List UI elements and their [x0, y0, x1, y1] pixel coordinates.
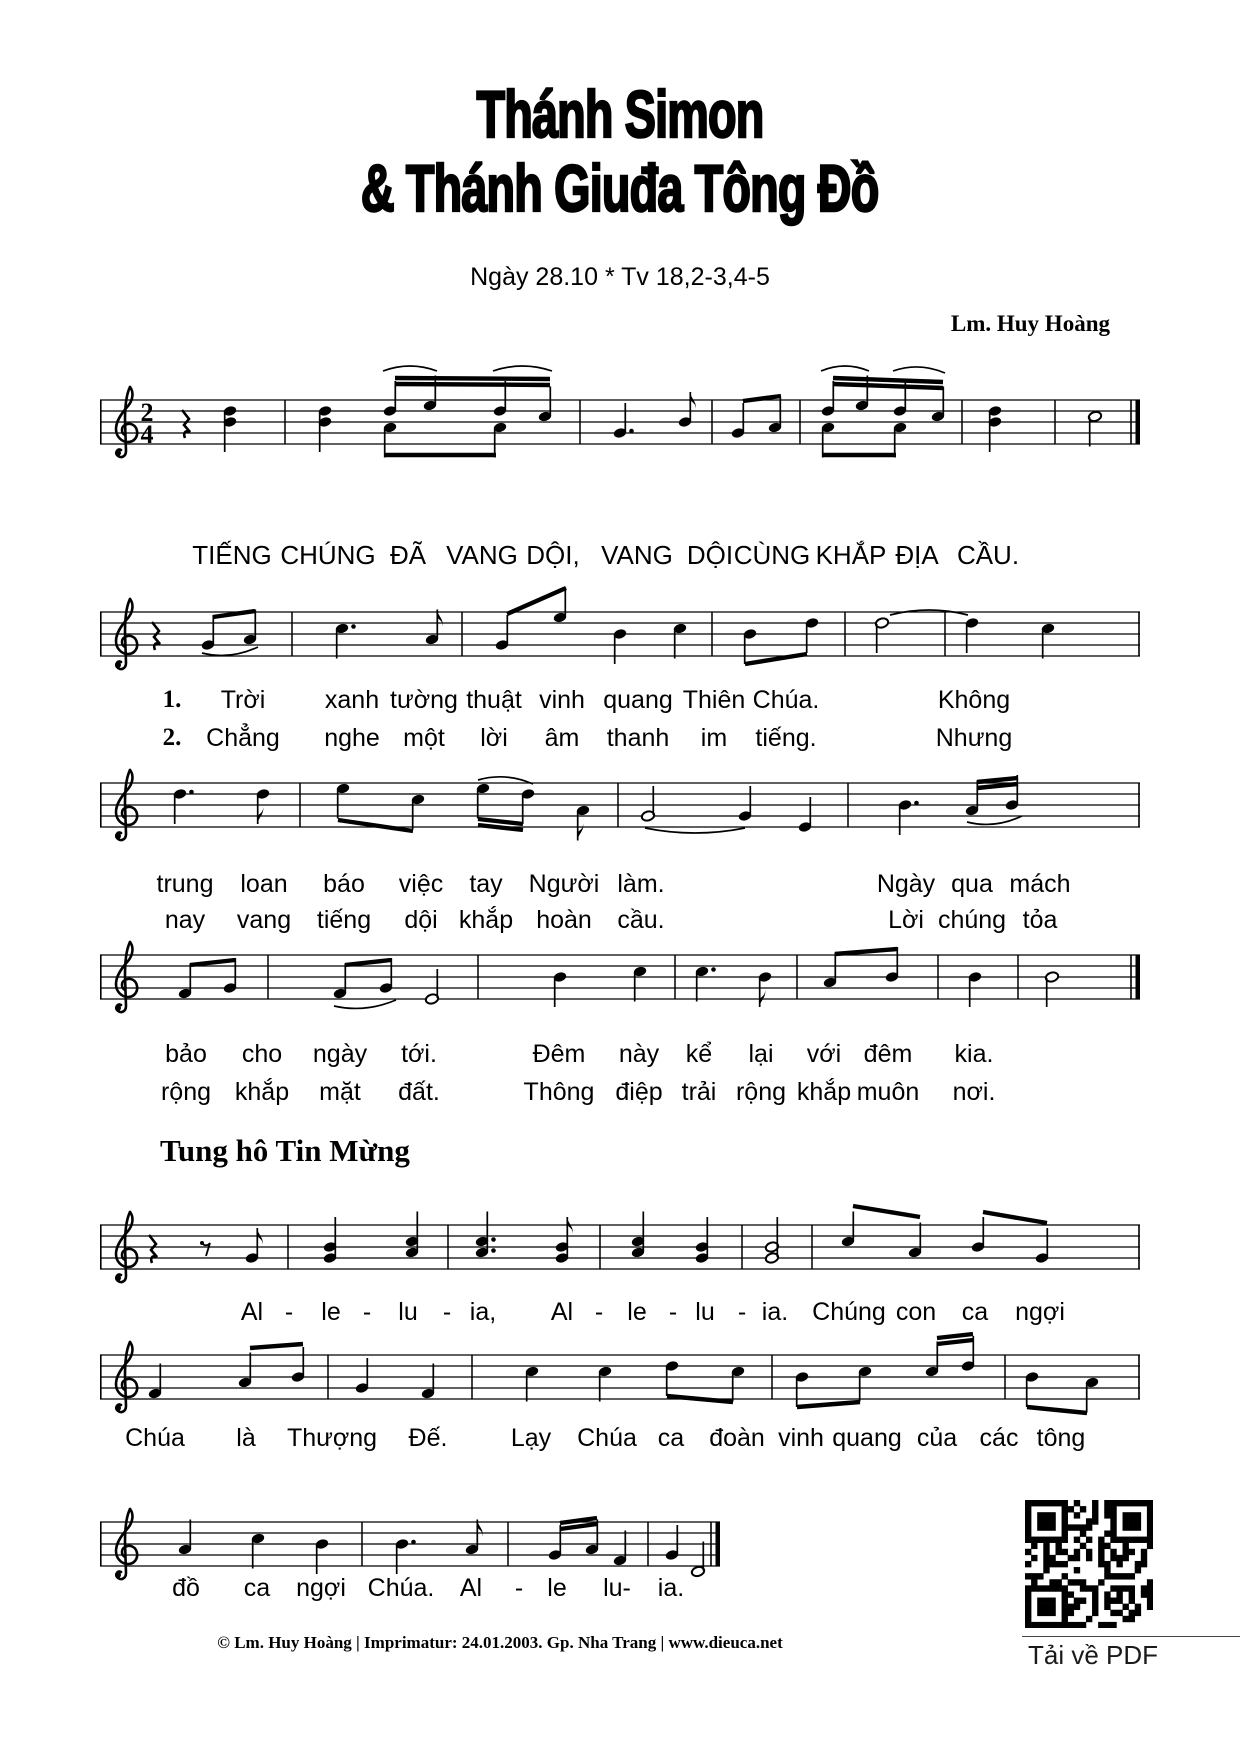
lyric-syllable: chúng: [937, 906, 1007, 934]
lyric-syllable: ia.: [657, 1574, 685, 1602]
lyric-syllable: ngợi: [296, 1574, 346, 1602]
lyric-syllable: lu-: [603, 1574, 631, 1602]
lyric-syllable: -: [514, 1574, 524, 1602]
lyric-syllable: Chúa: [125, 1424, 185, 1452]
lyric-syllable: loan: [240, 870, 288, 898]
lyric-syllable: Đêm: [532, 1040, 586, 1068]
lyric-syllable: ca: [961, 1298, 989, 1326]
lyric-syllable: 2.: [162, 724, 182, 751]
lyric-syllable: của: [916, 1424, 958, 1452]
treble-clef-icon: [115, 942, 137, 1012]
lyric-syllable: tới.: [401, 1040, 437, 1068]
lyric-syllable: -: [668, 1298, 678, 1326]
lyric-syllable: nơi.: [952, 1078, 996, 1106]
lyric-syllable: lại: [748, 1040, 774, 1068]
lyric-syllable: tông: [1036, 1424, 1086, 1452]
lyric-syllable: quang: [603, 686, 673, 714]
lyric-syllable: khắp: [458, 906, 514, 934]
staff-2: [100, 577, 1146, 697]
lyric-syllable: lời: [480, 724, 508, 752]
lyric-syllable: Ngày: [876, 870, 936, 898]
lyric-syllable: qua: [951, 870, 993, 898]
lyric-syllable: -: [362, 1298, 372, 1326]
lyric-syllable: KHẮP: [815, 540, 887, 570]
lyric-syllable: lu: [695, 1298, 715, 1326]
lyric-syllable: đêm: [863, 1040, 913, 1068]
lyric-syllable: cầu.: [617, 906, 665, 934]
page-title: [0, 78, 1240, 226]
lyric-syllable: ĐÃ: [389, 540, 427, 570]
lyric-syllable: tay: [469, 870, 503, 898]
lyric-syllable: Al: [550, 1298, 574, 1326]
lyric-syllable: trải: [681, 1078, 717, 1106]
lyric-syllable: ngày: [312, 1040, 368, 1068]
lyric-syllable: Chẳng: [206, 724, 280, 752]
staff-3: [100, 748, 1146, 868]
treble-clef-icon: [115, 1509, 137, 1579]
lyric-syllable: xanh: [324, 686, 380, 714]
lyric-syllable: muôn: [856, 1078, 920, 1106]
lyric-syllable: Chúa: [577, 1424, 637, 1452]
lyric-syllable: âm: [544, 724, 580, 752]
lyric-syllable: Thượng: [286, 1424, 378, 1452]
lyric-syllable: ngợi: [1015, 1298, 1065, 1326]
lyric-syllable: việc: [398, 870, 444, 898]
title-line2: & Thánh Giuđa Tông Đồ: [361, 151, 879, 227]
qr-code-download-pdf[interactable]: [1025, 1500, 1153, 1628]
lyric-syllable: VANG: [446, 540, 518, 570]
lyric-syllable: lu: [398, 1298, 418, 1326]
lyric-syllable: là: [236, 1424, 256, 1452]
lyric-syllable: -: [594, 1298, 604, 1326]
lyric-syllable: thanh: [606, 724, 670, 752]
staff-6: [100, 1320, 1146, 1440]
lyric-syllable: với: [806, 1040, 842, 1068]
lyric-syllable: ĐỊA: [895, 540, 939, 570]
staff-1: [100, 365, 1146, 485]
lyric-syllable: ca: [657, 1424, 685, 1452]
lyric-syllable: các: [979, 1424, 1019, 1452]
lyric-syllable: tiếng: [316, 906, 372, 934]
lyric-syllable: CÙNG: [733, 540, 811, 570]
footer-copyright: © Lm. Huy Hoàng | Imprimatur: 24.01.2003. Gp. Nha Trang | www.dieuca.net: [217, 1633, 783, 1652]
svg-text:4: 4: [140, 420, 154, 449]
section-heading: Tung hô Tin Mừng: [160, 1133, 410, 1168]
lyric-syllable: -: [737, 1298, 747, 1326]
lyric-syllable: ia,: [469, 1298, 497, 1326]
lyric-syllable: le: [547, 1574, 567, 1602]
lyric-syllable: le: [627, 1298, 647, 1326]
lyric-syllable: Không: [937, 686, 1011, 714]
lyric-syllable: thuật: [466, 686, 522, 714]
lyric-syllable: khắp: [234, 1078, 290, 1106]
lyric-syllable: báo: [323, 870, 365, 898]
lyric-syllable: đất.: [398, 1078, 440, 1106]
lyric-syllable: CHÚNG: [280, 540, 376, 570]
lyric-syllable: mặt: [319, 1078, 361, 1106]
lyric-syllable: Chúng: [812, 1298, 886, 1326]
lyric-syllable: Nhưng: [935, 724, 1013, 752]
composer-credit: Lm. Huy Hoàng: [950, 311, 1110, 336]
lyric-syllable: 1.: [162, 686, 182, 713]
lyric-syllable: tiếng.: [755, 724, 817, 752]
lyric-syllable: CẦU.: [956, 540, 1020, 570]
lyric-syllable: tường: [390, 686, 458, 714]
lyric-syllable: làm.: [617, 870, 665, 898]
lyric-syllable: con: [895, 1298, 937, 1326]
lyric-syllable: Al: [459, 1574, 483, 1602]
lyric-syllable: Thông: [523, 1078, 595, 1106]
lyric-syllable: le: [321, 1298, 341, 1326]
lyric-syllable: DỘI: [686, 540, 734, 570]
lyric-syllable: đoàn: [709, 1424, 765, 1452]
lyric-syllable: -: [442, 1298, 452, 1326]
lyric-syllable: rộng: [160, 1078, 212, 1106]
lyric-syllable: im: [700, 724, 728, 752]
lyric-syllable: Chúa.: [367, 1574, 435, 1602]
download-pdf-link[interactable]: Tải về PDF: [1028, 1640, 1159, 1670]
pdf-divider-line: [1022, 1636, 1240, 1637]
lyric-syllable: tỏa: [1022, 906, 1058, 934]
treble-clef-icon: [115, 1342, 137, 1412]
lyric-syllable: vang: [236, 906, 292, 934]
title-line1: Thánh Simon: [476, 77, 764, 153]
treble-clef-icon: [115, 1212, 137, 1282]
svg-text:2: 2: [140, 398, 154, 427]
lyric-syllable: đồ: [172, 1574, 200, 1602]
subtitle: Ngày 28.10 * Tv 18,2-3,4-5: [470, 263, 770, 291]
lyric-syllable: -: [284, 1298, 294, 1326]
lyric-syllable: khắp: [796, 1078, 852, 1106]
lyric-syllable: DỘI,: [526, 540, 580, 570]
lyric-syllable: kể: [685, 1040, 713, 1068]
lyric-syllable: Người: [528, 870, 600, 898]
lyric-syllable: Thiên: [682, 686, 746, 714]
lyric-syllable: hoàn: [536, 906, 592, 934]
lyric-syllable: một: [403, 724, 445, 752]
lyric-syllable: vinh: [778, 1424, 824, 1452]
lyric-syllable: Al: [240, 1298, 264, 1326]
lyric-syllable: ca: [243, 1574, 271, 1602]
treble-clef-icon: [115, 387, 137, 457]
lyric-syllable: này: [618, 1040, 660, 1068]
lyric-syllable: VANG: [601, 540, 673, 570]
lyric-syllable: trung: [156, 870, 214, 898]
lyric-syllable: TIẾNG: [192, 540, 272, 570]
lyric-syllable: điệp: [615, 1078, 663, 1106]
lyric-syllable: nghe: [324, 724, 380, 752]
treble-clef-icon: [115, 770, 137, 840]
lyric-syllable: Lời: [888, 906, 924, 934]
lyric-syllable: dội: [404, 906, 438, 934]
lyric-syllable: quang: [832, 1424, 902, 1452]
lyric-syllable: Trời: [220, 686, 266, 714]
lyric-syllable: kia.: [954, 1040, 994, 1068]
lyric-syllable: Lạy: [510, 1424, 552, 1452]
lyric-syllable: Đế.: [408, 1424, 448, 1452]
staff-4: [100, 920, 1146, 1040]
lyric-syllable: ia.: [761, 1298, 789, 1326]
lyric-syllable: mách: [1009, 870, 1071, 898]
lyric-syllable: rộng: [735, 1078, 787, 1106]
treble-clef-icon: [115, 599, 137, 669]
staff-5: [100, 1190, 1146, 1310]
lyric-syllable: nay: [164, 906, 206, 934]
lyric-syllable: Chúa.: [752, 686, 820, 714]
lyric-syllable: cho: [241, 1040, 283, 1068]
lyric-syllable: vinh: [539, 686, 585, 714]
lyric-syllable: bảo: [165, 1040, 207, 1068]
